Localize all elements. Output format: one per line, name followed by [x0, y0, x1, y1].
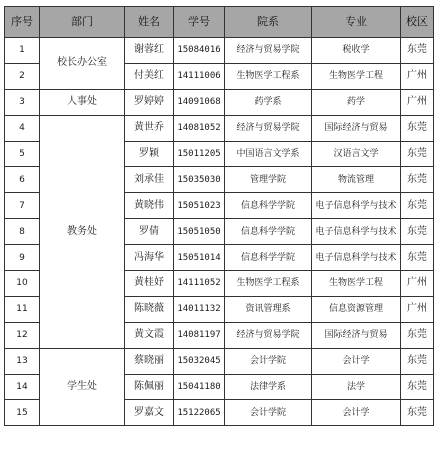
table-wrapper	[4, 6, 434, 426]
campus-cell: 东莞	[401, 115, 434, 141]
campus-cell: 广州	[401, 63, 434, 89]
header-major: 专业	[312, 7, 401, 38]
row-index-cell: 2	[5, 63, 40, 89]
campus-cell: 东莞	[401, 141, 434, 167]
college-cell: 经济与贸易学院	[225, 322, 312, 348]
name-cell: 蔡晓丽	[125, 348, 174, 374]
college-cell: 信息科学学院	[225, 245, 312, 271]
name-cell: 陈晓薇	[125, 296, 174, 322]
major-cell: 会计学	[312, 348, 401, 374]
row-index-cell: 10	[5, 271, 40, 297]
name-cell: 谢蓉红	[125, 38, 174, 64]
department-cell: 学生处	[40, 348, 125, 426]
student-id-cell: 15011205	[174, 141, 225, 167]
department-cell: 校长办公室	[40, 38, 125, 90]
name-cell: 刘承佳	[125, 167, 174, 193]
major-cell: 电子信息科学与技术	[312, 219, 401, 245]
college-cell: 中国语言文学系	[225, 141, 312, 167]
table-row	[5, 38, 434, 64]
name-cell: 付美红	[125, 63, 174, 89]
major-cell: 电子信息科学与技术	[312, 193, 401, 219]
student-id-cell: 15041180	[174, 374, 225, 400]
student-id-cell: 15035030	[174, 167, 225, 193]
major-cell: 会计学	[312, 400, 401, 426]
campus-cell: 东莞	[401, 38, 434, 64]
campus-cell: 东莞	[401, 245, 434, 271]
row-index-cell: 7	[5, 193, 40, 219]
campus-cell: 东莞	[401, 400, 434, 426]
row-index-cell: 3	[5, 89, 40, 115]
campus-cell: 东莞	[401, 322, 434, 348]
name-cell: 黄文霞	[125, 322, 174, 348]
student-id-cell: 15051014	[174, 245, 225, 271]
staff-table	[4, 6, 434, 426]
header-student-id: 学号	[174, 7, 225, 38]
row-index-cell: 4	[5, 115, 40, 141]
name-cell: 黄桂妤	[125, 271, 174, 297]
name-cell: 陈佩丽	[125, 374, 174, 400]
major-cell: 生物医学工程	[312, 63, 401, 89]
campus-cell: 东莞	[401, 348, 434, 374]
student-id-cell: 15032045	[174, 348, 225, 374]
row-index-cell: 6	[5, 167, 40, 193]
college-cell: 药学系	[225, 89, 312, 115]
student-id-cell: 14081052	[174, 115, 225, 141]
table-header-row	[5, 7, 434, 38]
row-index-cell: 8	[5, 219, 40, 245]
row-index-cell: 11	[5, 296, 40, 322]
row-index-cell: 12	[5, 322, 40, 348]
college-cell: 经济与贸易学院	[225, 38, 312, 64]
college-cell: 会计学院	[225, 348, 312, 374]
major-cell: 国际经济与贸易	[312, 115, 401, 141]
college-cell: 法律学系	[225, 374, 312, 400]
major-cell: 税收学	[312, 38, 401, 64]
college-cell: 生物医学工程系	[225, 271, 312, 297]
campus-cell: 广州	[401, 89, 434, 115]
name-cell: 罗倩	[125, 219, 174, 245]
college-cell: 管理学院	[225, 167, 312, 193]
major-cell: 药学	[312, 89, 401, 115]
row-index-cell: 5	[5, 141, 40, 167]
student-id-cell: 14011132	[174, 296, 225, 322]
student-id-cell: 14081197	[174, 322, 225, 348]
college-cell: 会计学院	[225, 400, 312, 426]
row-index-cell: 1	[5, 38, 40, 64]
table-row	[5, 115, 434, 141]
campus-cell: 东莞	[401, 374, 434, 400]
college-cell: 资讯管理系	[225, 296, 312, 322]
header-college: 院系	[225, 7, 312, 38]
name-cell: 黄世乔	[125, 115, 174, 141]
department-cell: 人事处	[40, 89, 125, 115]
student-id-cell: 14091068	[174, 89, 225, 115]
student-id-cell: 14111006	[174, 63, 225, 89]
name-cell: 罗嘉文	[125, 400, 174, 426]
row-index-cell: 15	[5, 400, 40, 426]
major-cell: 电子信息科学与技术	[312, 245, 401, 271]
row-index-cell: 13	[5, 348, 40, 374]
table-body	[5, 38, 434, 426]
row-index-cell: 9	[5, 245, 40, 271]
row-index-cell: 14	[5, 374, 40, 400]
student-id-cell: 15051023	[174, 193, 225, 219]
table-row	[5, 89, 434, 115]
header-department: 部门	[40, 7, 125, 38]
college-cell: 信息科学学院	[225, 219, 312, 245]
major-cell: 生物医学工程	[312, 271, 401, 297]
major-cell: 汉语言文学	[312, 141, 401, 167]
campus-cell: 东莞	[401, 167, 434, 193]
student-id-cell: 15084016	[174, 38, 225, 64]
campus-cell: 东莞	[401, 219, 434, 245]
department-cell: 教务处	[40, 115, 125, 348]
college-cell: 生物医学工程系	[225, 63, 312, 89]
table-row	[5, 348, 434, 374]
header-campus: 校区	[401, 7, 434, 38]
campus-cell: 东莞	[401, 193, 434, 219]
campus-cell: 广州	[401, 271, 434, 297]
student-id-cell: 14111052	[174, 271, 225, 297]
major-cell: 国际经济与贸易	[312, 322, 401, 348]
major-cell: 物流管理	[312, 167, 401, 193]
name-cell: 罗颖	[125, 141, 174, 167]
header-index: 序号	[5, 7, 40, 38]
campus-cell: 广州	[401, 296, 434, 322]
major-cell: 法学	[312, 374, 401, 400]
name-cell: 黄晓伟	[125, 193, 174, 219]
name-cell: 罗婷婷	[125, 89, 174, 115]
college-cell: 经济与贸易学院	[225, 115, 312, 141]
name-cell: 冯海华	[125, 245, 174, 271]
student-id-cell: 15122065	[174, 400, 225, 426]
header-name: 姓名	[125, 7, 174, 38]
student-id-cell: 15051050	[174, 219, 225, 245]
major-cell: 信息资源管理	[312, 296, 401, 322]
college-cell: 信息科学学院	[225, 193, 312, 219]
